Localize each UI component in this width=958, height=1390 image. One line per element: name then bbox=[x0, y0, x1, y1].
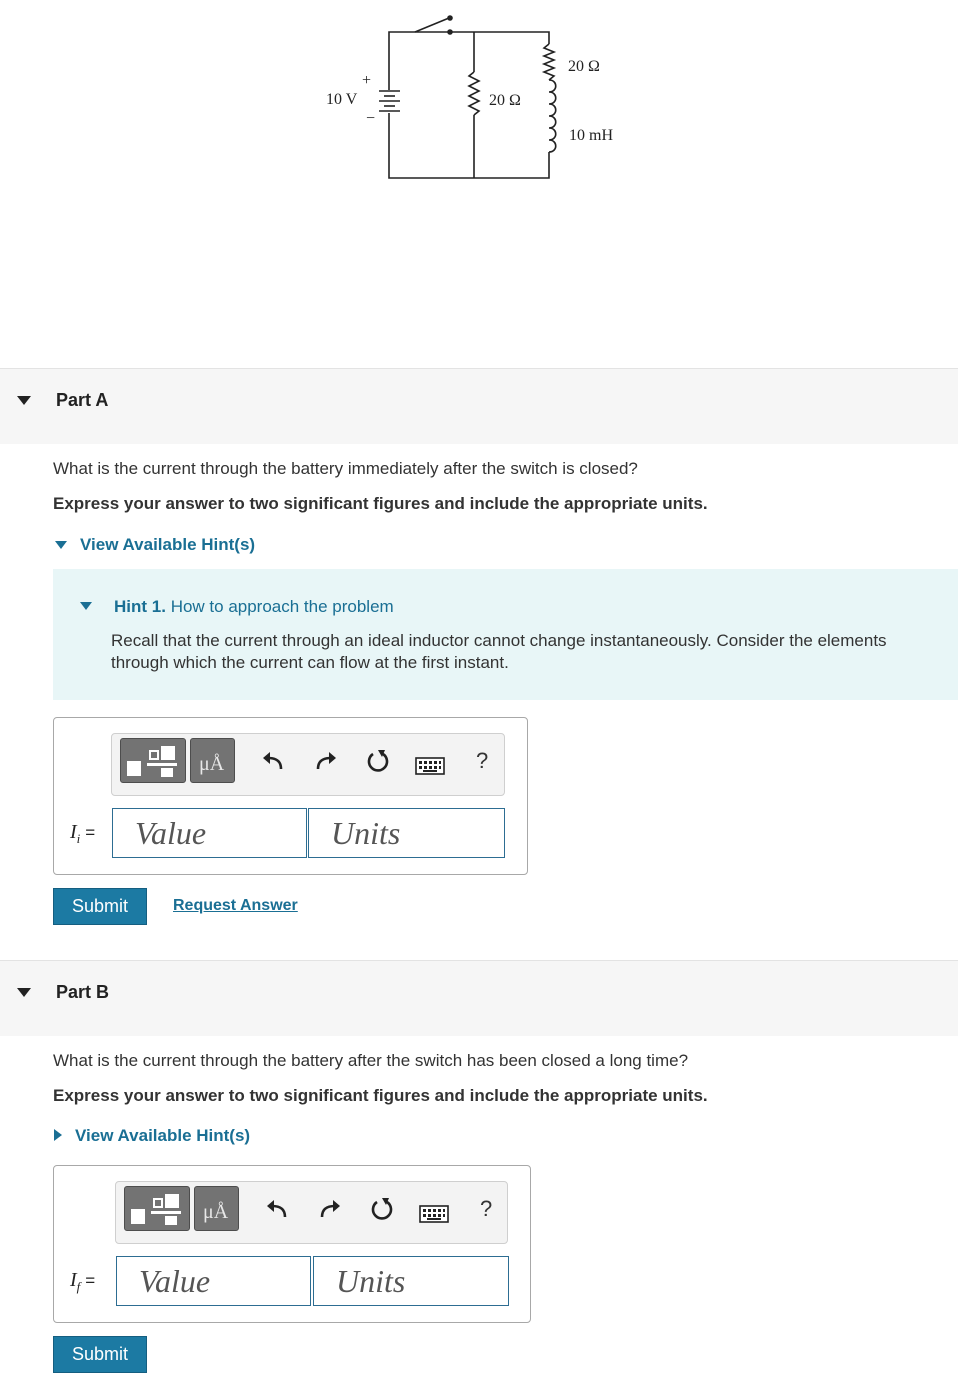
circuit-diagram bbox=[300, 10, 640, 190]
math-toolbar bbox=[111, 733, 505, 796]
keyboard-icon[interactable] bbox=[419, 1205, 449, 1223]
right-resistor-label: 20 Ω bbox=[568, 58, 600, 75]
equals-sign: = bbox=[85, 823, 96, 842]
hint-collapse-icon[interactable] bbox=[80, 602, 92, 610]
part-a-header[interactable] bbox=[0, 368, 958, 444]
part-b-question: What is the current through the battery after the switch has been closed a long time? bbox=[53, 1051, 689, 1070]
hint-number: Hint 1. bbox=[114, 597, 166, 616]
undo-icon[interactable] bbox=[259, 747, 287, 775]
templates-icon bbox=[121, 739, 185, 782]
equals-sign: = bbox=[85, 1271, 96, 1290]
part-b-answer-box bbox=[53, 1165, 531, 1323]
part-a-title: Part A bbox=[56, 390, 109, 410]
hint-title-text: How to approach the problem bbox=[170, 597, 394, 616]
battery-label: 10 V bbox=[326, 91, 358, 108]
view-hints-link[interactable]: View Available Hint(s) bbox=[80, 535, 256, 554]
templates-button[interactable] bbox=[120, 738, 186, 783]
part-a-question: What is the current through the battery immediately after the switch is closed? bbox=[53, 459, 638, 478]
part-b-submit-button[interactable]: Submit bbox=[53, 1336, 147, 1373]
units-button[interactable] bbox=[194, 1186, 239, 1231]
math-toolbar bbox=[115, 1181, 508, 1244]
templates-icon bbox=[125, 1187, 189, 1230]
variable-symbol: I bbox=[70, 1269, 77, 1291]
reset-icon[interactable] bbox=[364, 747, 392, 775]
redo-icon[interactable] bbox=[316, 1195, 344, 1223]
variable-subscript: i bbox=[76, 831, 81, 846]
help-button[interactable]: ? bbox=[476, 748, 489, 773]
help-button[interactable]: ? bbox=[480, 1196, 493, 1221]
value-placeholder: Value bbox=[139, 1263, 211, 1299]
request-answer-link[interactable]: Request Answer bbox=[173, 897, 298, 914]
variable-subscript: f bbox=[76, 1279, 81, 1294]
middle-resistor-label: 20 Ω bbox=[489, 92, 521, 109]
part-b-title: Part B bbox=[56, 982, 110, 1002]
variable-label bbox=[70, 1269, 95, 1295]
units-button-label: μÅ bbox=[199, 753, 225, 775]
hint-title[interactable] bbox=[114, 597, 394, 617]
part-a-submit-button[interactable]: Submit bbox=[53, 888, 147, 925]
inductor-label: 10 mH bbox=[569, 127, 613, 144]
units-input[interactable] bbox=[313, 1256, 509, 1306]
minus-sign: − bbox=[366, 110, 376, 127]
value-input[interactable] bbox=[112, 808, 307, 858]
plus-sign: + bbox=[362, 72, 372, 89]
templates-button[interactable] bbox=[124, 1186, 190, 1231]
collapse-triangle-icon[interactable] bbox=[17, 988, 31, 997]
units-placeholder: Units bbox=[331, 815, 401, 851]
variable-symbol: I bbox=[70, 821, 77, 843]
part-b-header[interactable] bbox=[0, 960, 958, 1036]
part-a-instruction: Express your answer to two significant figures and include the appropriate units. bbox=[53, 494, 708, 513]
reset-icon[interactable] bbox=[368, 1195, 396, 1223]
hints-expanded-icon[interactable] bbox=[55, 541, 67, 549]
units-button-label: μÅ bbox=[203, 1201, 229, 1223]
keyboard-icon[interactable] bbox=[415, 757, 445, 775]
hint-body: Recall that the current through an ideal inductor cannot change instantaneously. Consider the elements through which the current can flow at the first instant. bbox=[111, 631, 887, 672]
units-input[interactable] bbox=[308, 808, 505, 858]
hints-collapsed-icon[interactable] bbox=[54, 1129, 62, 1141]
undo-icon[interactable] bbox=[263, 1195, 291, 1223]
view-hints-link[interactable]: View Available Hint(s) bbox=[75, 1126, 251, 1145]
value-placeholder: Value bbox=[135, 815, 207, 851]
variable-label bbox=[70, 821, 95, 847]
part-b-instruction: Express your answer to two significant figures and include the appropriate units. bbox=[53, 1086, 708, 1105]
hint-panel bbox=[53, 569, 958, 700]
units-placeholder: Units bbox=[336, 1263, 406, 1299]
value-input[interactable] bbox=[116, 1256, 311, 1306]
part-a-answer-box bbox=[53, 717, 528, 875]
collapse-triangle-icon[interactable] bbox=[17, 396, 31, 405]
units-button[interactable] bbox=[190, 738, 235, 783]
redo-icon[interactable] bbox=[312, 747, 340, 775]
